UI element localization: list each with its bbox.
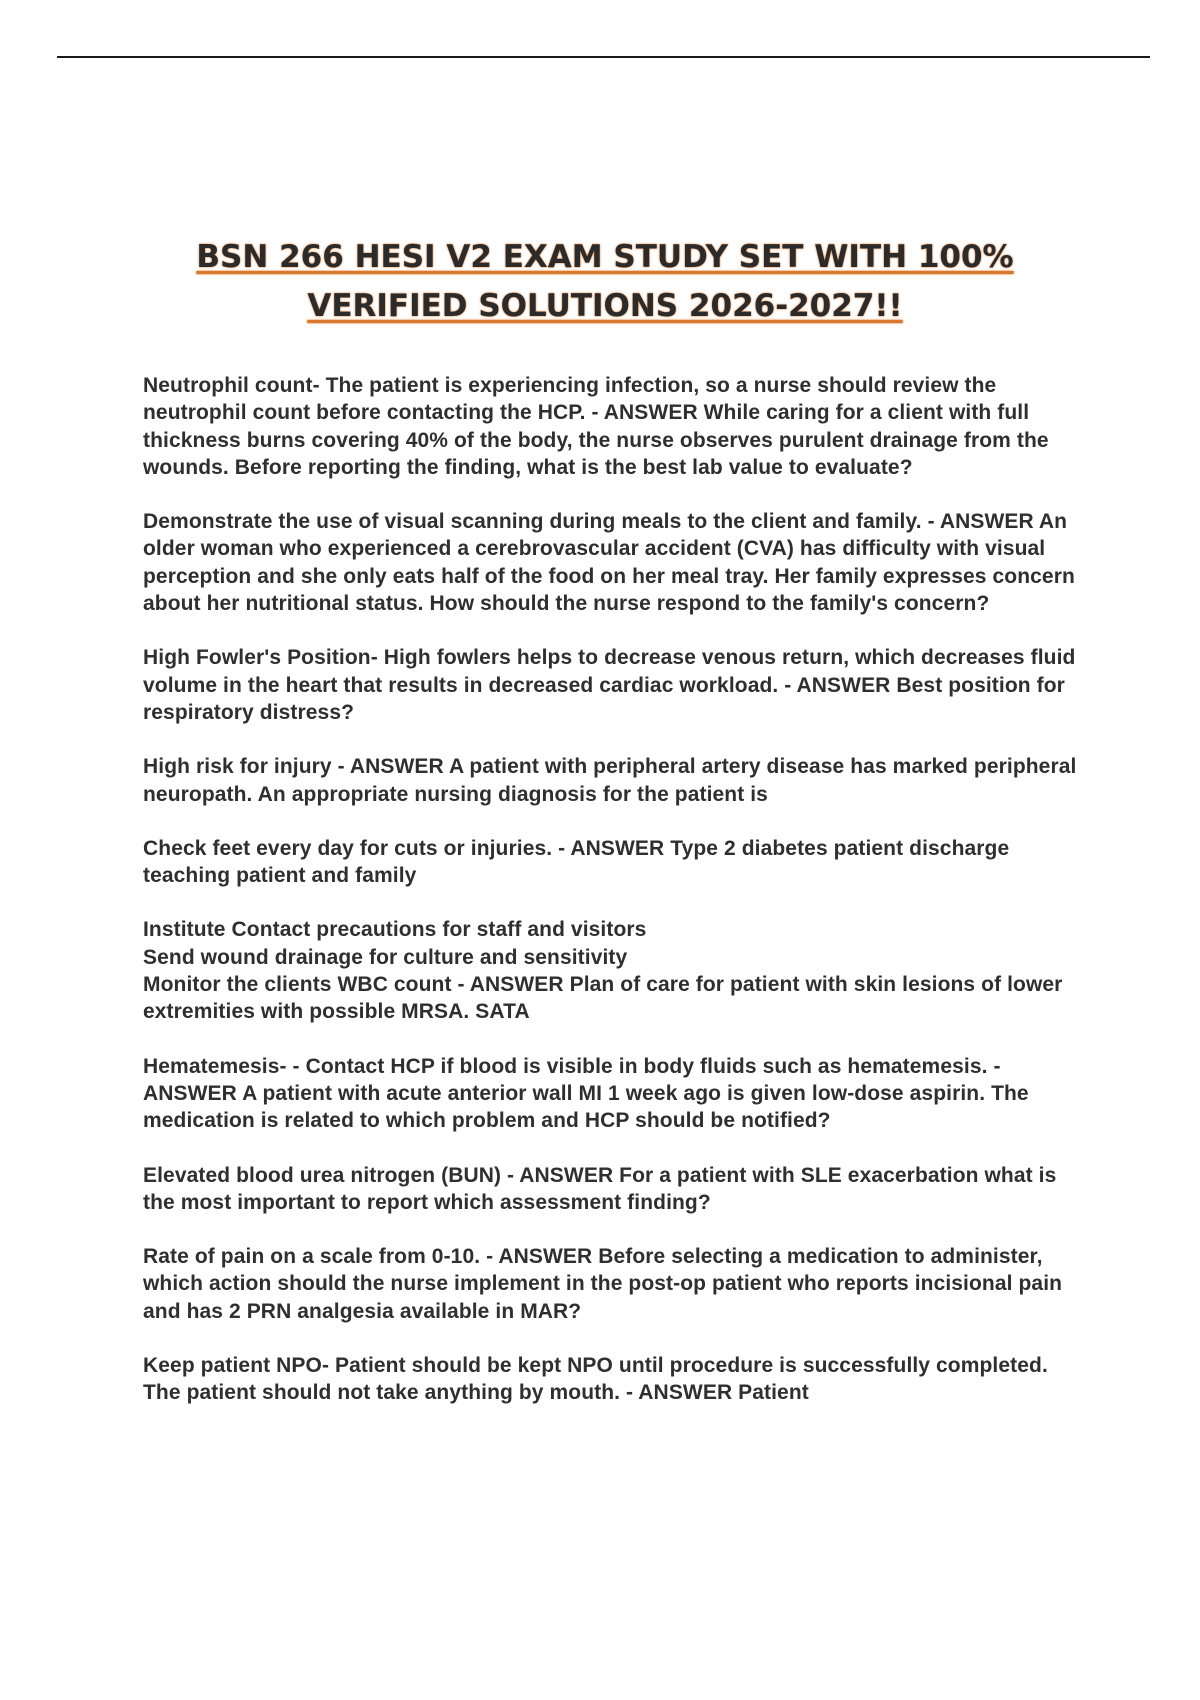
- qa-entry-neutrophil: Neutrophil count- The patient is experiencing infection, so a nurse should review the neutrophil count before contacting the HCP. - ANSWER While caring for a client with full thickness burns covering 40% of the body, the nurse observes purulent drainage from the wounds. Before reporting the finding, what is the best lab value to evaluate?: [143, 374, 1049, 479]
- qa-entry-elevated-bun: Elevated blood urea nitrogen (BUN) - ANSWER For a patient with SLE exacerbation what is the most important to report which assessment finding?: [143, 1163, 1057, 1214]
- qa-entry-npo: Keep patient NPO- Patient should be kept NPO until procedure is successfully completed. The patient should not take anything by mouth. - ANSWER Patient: [143, 1354, 1048, 1405]
- qa-entry-pain-scale: Rate of pain on a scale from 0-10. - ANSWER Before selecting a medication to administer, which action should the nurse implement in the post-op patient who reports incisional pain and has 2 PRN analgesia available in MAR?: [143, 1245, 1063, 1323]
- qa-entry-high-fowlers: High Fowler's Position- High fowlers helps to decrease venous return, which decreases fluid volume in the heart that results in decreased cardiac workload. - ANSWER Best position for respiratory distress?: [143, 646, 1076, 724]
- qa-entry-check-feet: Check feet every day for cuts or injuries. - ANSWER Type 2 diabetes patient discharge teaching patient and family: [143, 836, 1010, 888]
- study-set-body: [143, 372, 1088, 1434]
- header-rule: [57, 56, 1150, 58]
- qa-entry-mrsa-care: Institute Contact precautions for staff and visitors Send wound drainage for culture and sensitivity Monitor the clients WBC count - ANSWER Plan of care for patient with skin lesions of lower extremities with possible MRSA. SATA: [143, 918, 1063, 1024]
- qa-entry-visual-scanning: Demonstrate the use of visual scanning during meals to the client and family. - ANSWER An older woman who experienced a cerebrovascular accident (CVA) has difficulty with visual perception and she only eats half of the food on her meal tray. Her family expresses concern about her nutritional status. How should the nurse respond to the family's concern?: [143, 510, 1075, 616]
- qa-entry-hematemesis: Hematemesis- - Contact HCP if blood is visible in body fluids such as hematemesis. - ANSWER A patient with acute anterior wall MI 1 week ago is given low-dose aspirin. The medication is related to which problem and HCP should be notified?: [143, 1054, 1029, 1133]
- title-line-2: VERIFIED SOLUTIONS 2026-2027!!: [307, 287, 903, 324]
- qa-entry-high-risk-injury: High risk for injury - ANSWER A patient with peripheral artery disease has marked peripheral neuropath. An appropriate nursing diagnosis for the patient is: [143, 755, 1077, 806]
- document-title: [120, 233, 1090, 331]
- title-line-1: BSN 266 HESI V2 EXAM STUDY SET WITH 100%: [196, 238, 1014, 275]
